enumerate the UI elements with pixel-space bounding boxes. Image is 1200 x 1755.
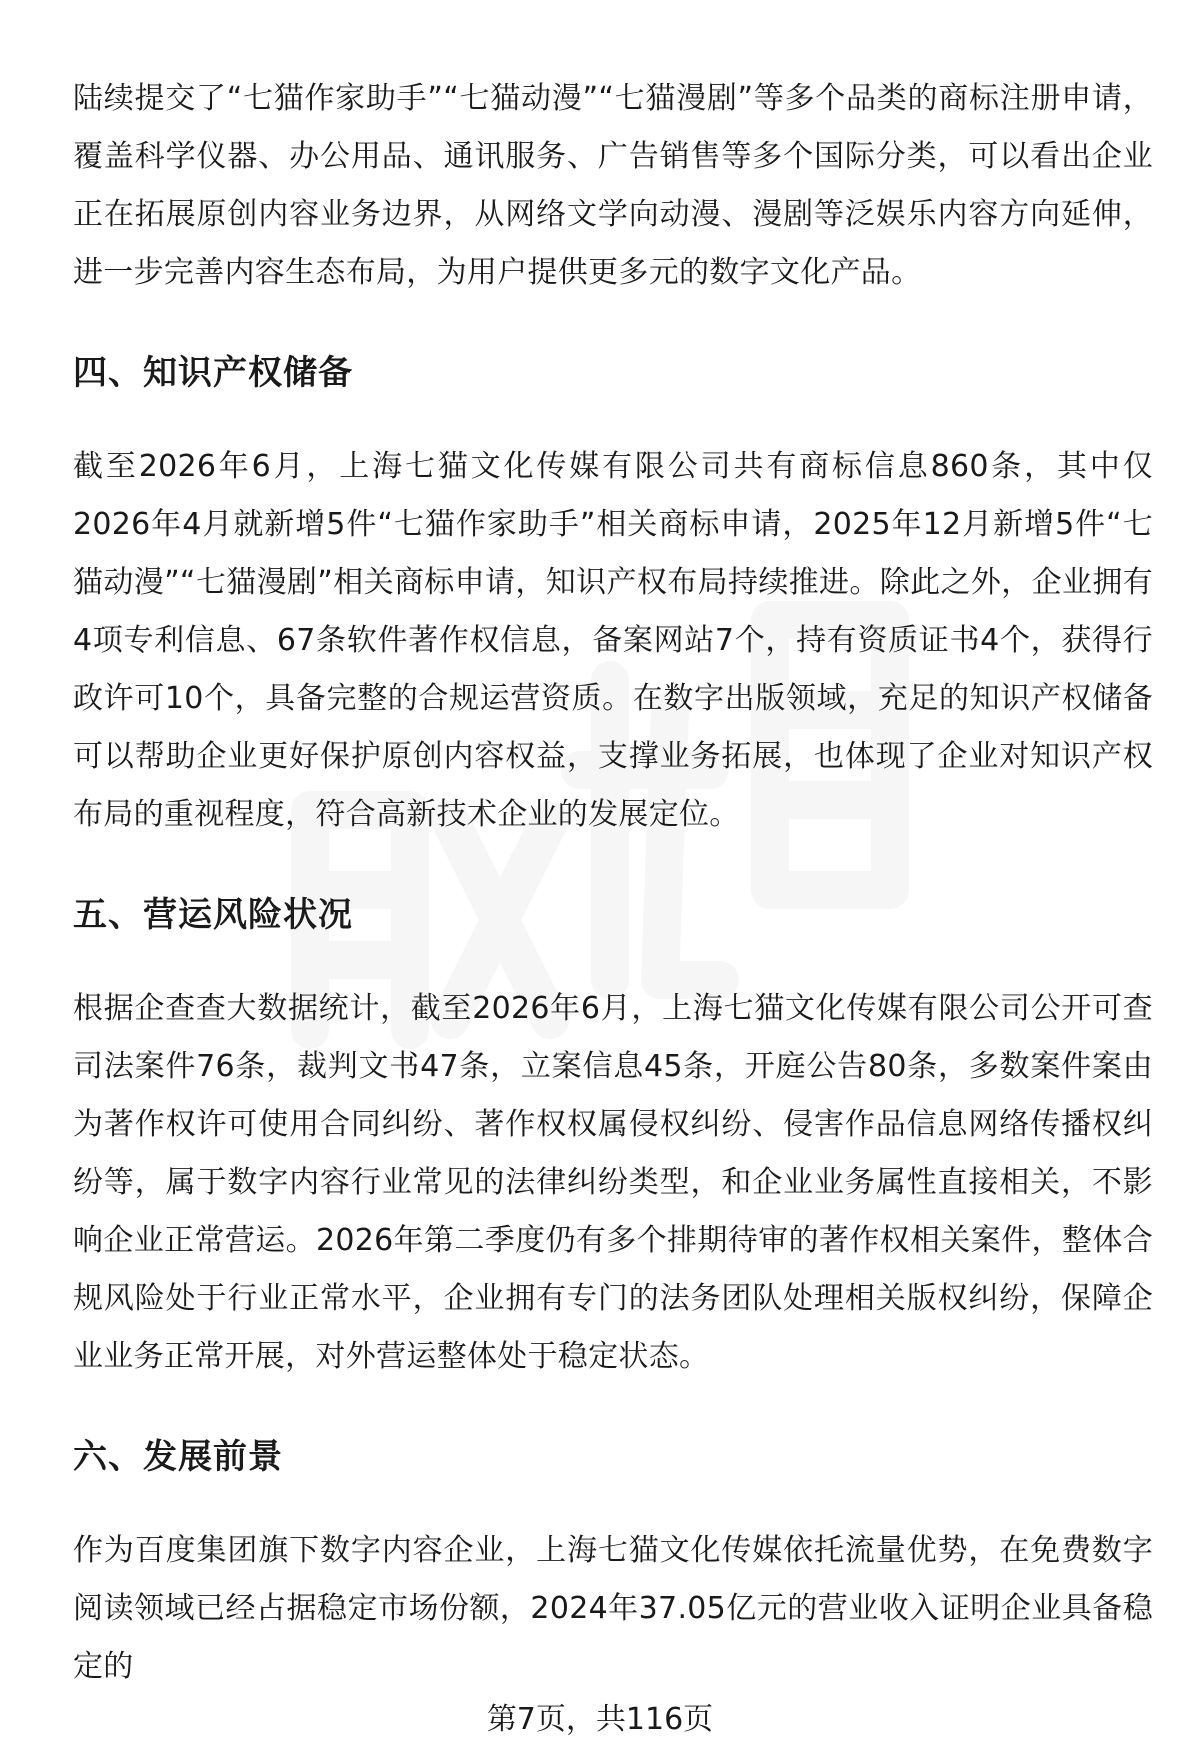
paragraph-trademark-applications: 陆续提交了“七猫作家助手”“七猫动漫”“七猫漫剧”等多个品类的商标注册申请，覆盖科学仪器、办公用品、通讯服务、广告销售等多个国际分类，可以看出企业正在拓展原创内容业务边界，从网络文学向动漫、漫剧等泛娱乐内容方向延伸，进一步完善内容生态布局，为用户提供更多元的数字文化产品。 xyxy=(73,81,1153,290)
document-body xyxy=(73,70,1153,1696)
page-number-footer: 第7页，共116页 xyxy=(486,1702,714,1737)
paragraph-development-outlook: 作为百度集团旗下数字内容企业，上海七猫文化传媒依托流量优势，在免费数字阅读领域已经占据稳定市场份额，2024年37.05亿元的营业收入证明企业具备稳定的 xyxy=(73,1533,1153,1684)
paragraph-ip-reserve: 截至2026年6月，上海七猫文化传媒有限公司共有商标信息860条，其中仅2026年4月就新增5件“七猫作家助手”相关商标申请，2025年12月新增5件“七猫动漫”“七猫漫剧”相关商标申请，知识产权布局持续推进。除此之外，企业拥有4项专利信息、67条软件著作权信息，备案网站7个，持有资质证书4个，获得行政许可10个，具备完整的合规运营资质。在数字出版领域，充足的知识产权储备可以帮助企业更好保护原创内容权益，支撑业务拓展，也体现了企业对知识产权布局的重视程度，符合高新技术企业的发展定位。 xyxy=(73,449,1153,832)
paragraph-operational-risk: 根据企查查大数据统计，截至2026年6月，上海七猫文化传媒有限公司公开可查司法案件76条，裁判文书47条，立案信息45条，开庭公告80条，多数案件案由为著作权许可使用合同纠纷、著作权权属侵权纠纷、侵害作品信息网络传播权纠纷等，属于数字内容行业常见的法律纠纷类型，和企业业务属性直接相关，不影响企业正常营运。2026年第二季度仍有多个排期待审的著作权相关案件，整体合规风险处于行业正常水平，企业拥有专门的法务团队处理相关版权纠纷，保障企业业务正常开展，对外营运整体处于稳定状态。 xyxy=(73,991,1153,1374)
heading-operational-risk: 五、营运风险状况 xyxy=(73,895,353,935)
heading-ip-reserve: 四、知识产权储备 xyxy=(73,353,353,393)
heading-development-outlook: 六、发展前景 xyxy=(73,1437,283,1477)
